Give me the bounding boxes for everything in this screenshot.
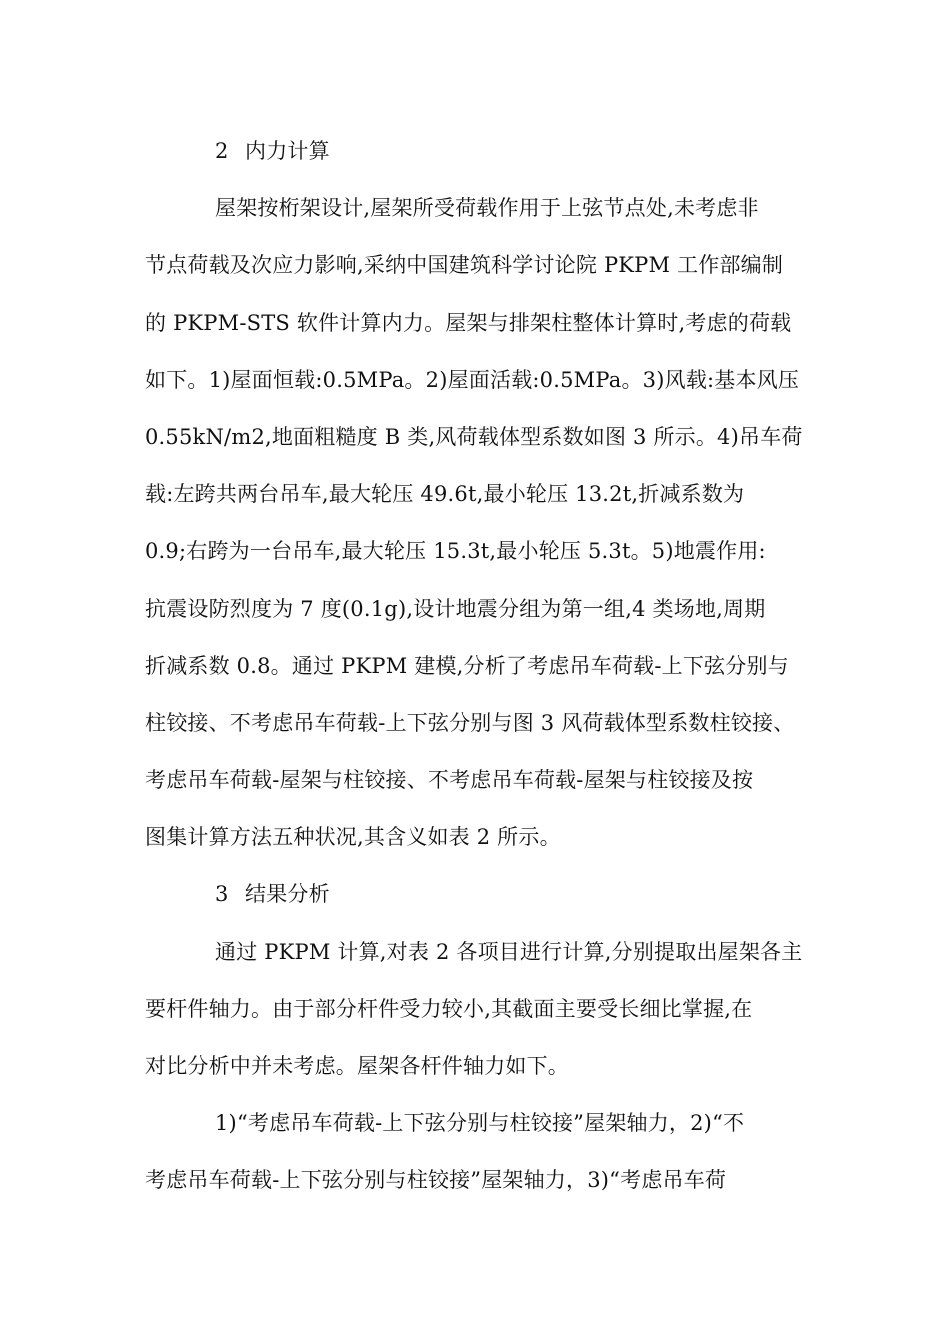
text-line: 节点荷载及次应力影响,采纳中国建筑科学讨论院 PKPM 工作部编制 [145, 253, 784, 278]
text-line: 的 PKPM-STS 软件计算内力。屋架与排架柱整体计算时,考虑的荷载 [145, 310, 792, 335]
text-line: 考虑吊车荷载-屋架与柱铰接、不考虑吊车荷载-屋架与柱铰接及按 [145, 768, 754, 793]
text-line: 对比分析中并未考虑。屋架各杆件轴力如下。 [145, 1054, 569, 1078]
text-line: 抗震设防烈度为 7 度(0.1g),设计地震分组为第一组,4 类场地,周期 [145, 596, 766, 621]
section-heading-3 [145, 872, 810, 929]
paragraph-internal-force [145, 186, 810, 872]
section-title: 结果分析 [245, 882, 330, 907]
section-number: 3 [215, 882, 229, 907]
text-line: 考虑吊车荷载-上下弦分别与柱铰接”屋架轴力，3)“考虑吊车荷 [145, 1168, 727, 1193]
text-line: 如下。1)屋面恒载:0.5MPa。2)屋面活载:0.5MPa。3)风载:基本风压 [145, 367, 800, 392]
section-title: 内力计算 [245, 139, 330, 163]
text-line: 通过 PKPM 计算,对表 2 各项目进行计算,分别提取出屋架各主 [215, 939, 803, 964]
text-line: 载:左跨共两台吊车,最大轮压 49.6t,最小轮压 13.2t,折减系数为 [145, 482, 745, 507]
text-line: 要杆件轴力。由于部分杆件受力较小,其截面主要受长细比掌握,在 [145, 996, 753, 1021]
text-line: 0.9;右跨为一台吊车,最大轮压 15.3t,最小轮压 5.3t。5)地震作用: [145, 539, 766, 564]
text-line: 图集计算方法五种状况,其含义如表 2 所示。 [145, 825, 561, 850]
document-body [145, 129, 810, 1216]
text-line: 1)“考虑吊车荷载-上下弦分别与柱铰接”屋架轴力，2)“不 [215, 1111, 745, 1136]
paragraph-result-analysis [145, 930, 810, 1102]
text-line: 折减系数 0.8。通过 PKPM 建模,分析了考虑吊车荷载-上下弦分别与 [145, 653, 789, 678]
paragraph-axial-force-list [145, 1101, 810, 1215]
text-line: 柱铰接、不考虑吊车荷载-上下弦分别与图 3 风荷载体型系数柱铰接、 [145, 710, 795, 735]
text-line: 屋架按桁架设计,屋架所受荷载作用于上弦节点处,未考虑非 [215, 196, 759, 221]
text-line: 0.55kN/m2,地面粗糙度 B 类,风荷载体型系数如图 3 所示。4)吊车荷 [145, 424, 803, 449]
section-number: 2 [215, 139, 229, 163]
section-heading-2 [145, 129, 810, 186]
